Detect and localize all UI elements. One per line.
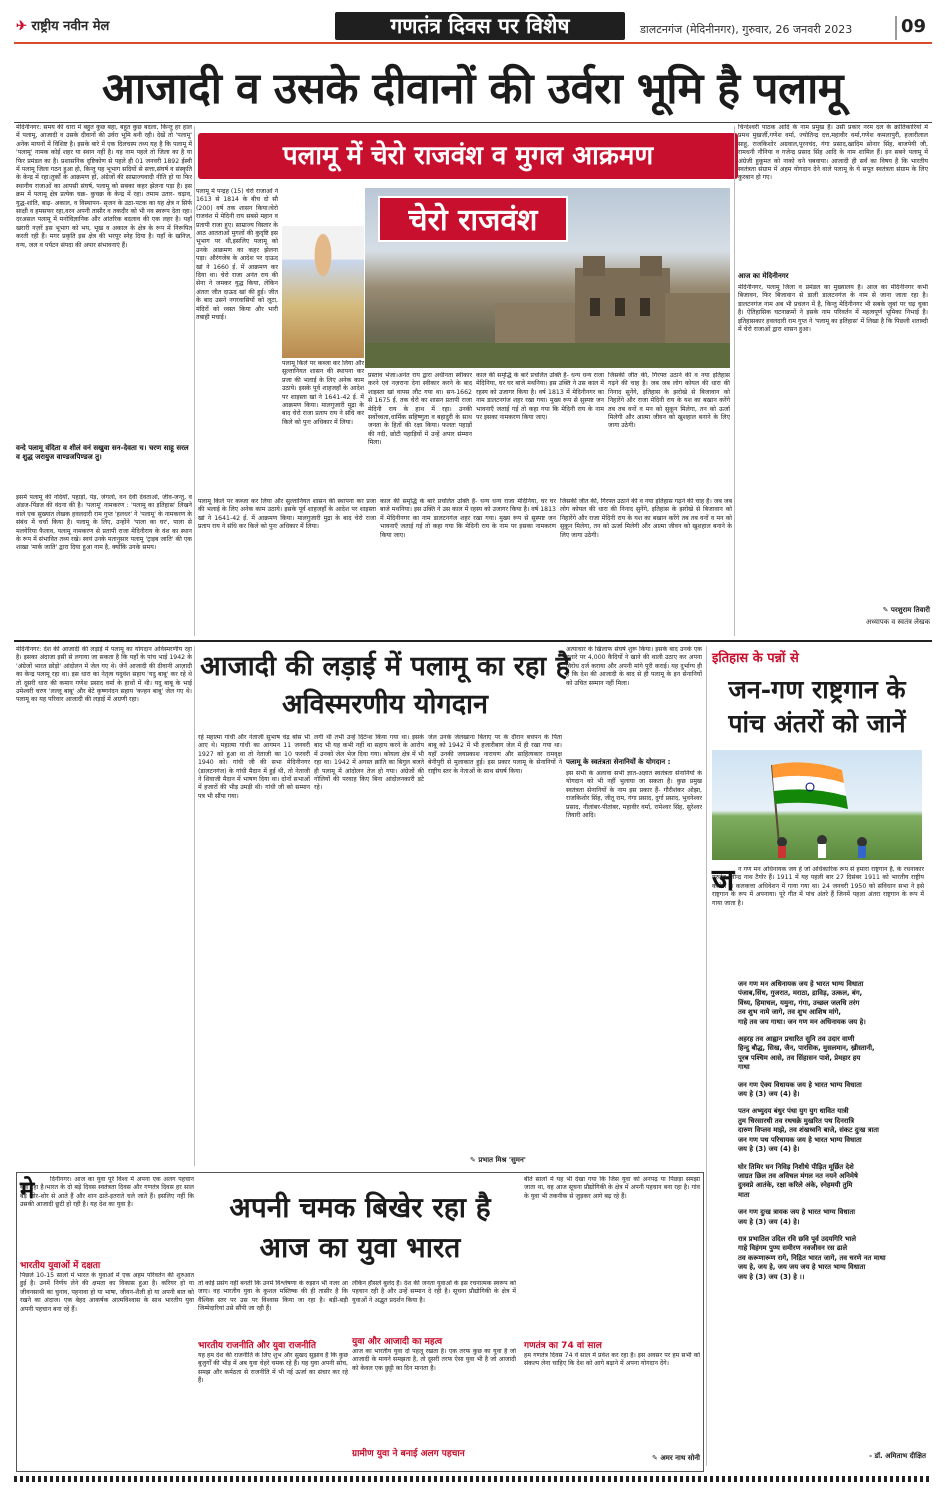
divider <box>734 126 735 636</box>
anthem-stanzas <box>738 980 924 1450</box>
lead-byline: ✎ परशुराम तिवारी <box>882 606 930 614</box>
lead-byline-name: परशुराम तिवारी <box>890 606 930 614</box>
divider <box>194 126 195 636</box>
lead-byline-role: अध्यापक व स्वतंत्र लेखक <box>865 618 930 626</box>
lead-column-2: पलामू में पन्द्रह (15) चेरो राजाओं ने 1613 से 1814 के बीच दो सौ (200) वर्ष तक शासन किया।चेरो राजवंश में मेदिनी राय सबसे महान व प्रतापी राजा हुए। साम्राज्य विस्तार के आठ आतताओं मुगलों की कुदृष्टि इस भूभाग पर थी,इसलिए पलामू को उनके आक्रमण का कहर झेलना पड़ा। औरंगजेब के आदेश पर दाऊद खां ने 1660 ई. में आक्रमण कर दिया था। चेरो राजा अनंत राय की सेना ने जमकर युद्ध किया, लेकिन अंततः जीत दाऊद खां की हुई। जीत के बाद उसने नगरवासियों को लूटा, मंदिरों को ध्वस्त किया और भारी तबाही मचाई। <box>196 188 278 322</box>
flag-children-image <box>712 750 922 860</box>
anthem-byline: - डॉ. अमिताभ दीक्षित <box>869 1452 926 1460</box>
page-number: 09 <box>895 16 931 40</box>
lead-column-3: प्रस्ताव भेजा।अनंत राय द्वारा अधीनता स्वीकार करने एवं नज़राना देना स्वीकार करने के बाद शाइस्ता खां वापस लौट गया था। सन-1662 से 1675 ई. तक चेरो का शासन प्रतापी राजा मेदिनी राय के हाथ में रहा। उनकी सर्वोच्चता,धार्मिक सहिष्णुता व बहादुरी के साथ जनता के हितों की रक्षा किया। फलतः पहाड़ों की नदी, छोटी पहाड़ियों में उन्हें अपार संम्मान मिला। <box>368 372 472 447</box>
anthem-stanza: जन गण दुःख त्रायक जय हे भारत भाग्य विधाता जय हे (3) जय (4) हे। <box>738 1208 855 1226</box>
anthem-stanza: जन गण ऐक्य विधायक जय हे भारत भाग्य विधाता जय हे (3) जय (4) हे। <box>738 1080 862 1099</box>
youth-drop-cap: मे <box>20 1175 35 1204</box>
sub-banner: पलामू में चेरो राजवंश व मुगल आक्रमण <box>198 133 738 179</box>
divider <box>14 122 932 123</box>
freedom-subhead: पलामू के स्वतंत्रता सेनानियों के योगदान : <box>566 758 671 766</box>
youth-column-2: तो कोई प्रसंग नहीं बनती कि उनमें विश्लेषणा के रुझान भी नजर आ जाए। वह भारतीय युवा के कुशल मस्तिष्क की ही तासीर है कि वैश्विक स्तर पर उस पर विश्वास किया जा रहा है। बड़ी-बड़ी जिम्मेदारियां उसे सौंपी जा रही हैं। <box>198 1280 348 1313</box>
newspaper-logo <box>16 16 191 38</box>
freedom-column-5b: इस सभी के अलावा सभी ज्ञात-अज्ञात स्वतंत्रता सेनानियों के योगदान को भी नहीं भुलाया जा सकता है। कुछ प्रमुख स्वतंत्रता सेनानियों के नाम इस प्रकार हैं- गौरीशंकर ओझा, राजकिशोर सिंह, जीतू राम, गंगा प्रसाद, दुर्गा प्रसाद, भुवनेश्वर प्रसाद, नीलांबर-पीतांबर, महावीर वर्मा, रामेश्वर सिंह, सुरेश्वर तिवारी आदि। <box>566 770 702 820</box>
youth-subhead-5: गणतंत्र का 74 वां साल <box>524 1341 602 1351</box>
freedom-column-3: लगी थी तभी उन्हें दिटेन्श किया गया था। इसके बाद भी यह कभी नहीं था सहाय करने के आरोप में उनको जेल भेज दिया गया। कोयला क्षेत्र में भी रहा था। 1942 में अगस्त क्रांति का बिगुल बजते ही पलामू में आंदोलन तेज हो गया। अंग्रेजों की गोलियों की परवाह किए बिना आंदोलनकारी डटे रहे। <box>314 734 424 792</box>
freedom-column-1: मेदिनीनगर: देश की आजादी की लड़ाई में पलामू का योगदान अविस्मरणीय रहा है। इसका अंदाजा इसी से लगाया जा सकता है कि यहाँ के पांच भाई 1942 के 'अंग्रेजों भारत छोड़ो' आंदोलन में जेल गए थे। जेनें आजादी की दीवानी आज़ादी का केन्द्र पलामू रहा था। इस धारा का नेतृत्व यदुवंश सहाय 'यदु बाबू' कर रहे थे तो दूसरी धारा की कमान गणेश प्रसाद वर्मा के हाथों में थी। यदु बाबू के भाई उमेश्वरी चरण 'लल्लू बाबू' और बेटे कृष्णनंदन सहाय 'कन्हन बाबू' जेल गए थे। पलामू का यह परिवार आजादी की लड़ाई में अग्रणी रहा। <box>16 646 192 704</box>
anthem-drop-cap: ज <box>712 863 735 898</box>
lead-column-2b: पलामू किले पर कब्जा कर लिया और सुल्तानियत शासन की स्थापना कर प्रजा की भलाई के लिए अनेक काम उठाये। इसके पूर्व शाहजहाँ के आदेश पर शाइस्ता खां ने 1641-42 ई. में आक्रमण किया। मालगुजारी मुद्रा के बाद चेरो राजा प्रताप राय ने संधि कर किले को पुनः अधिकार में लिया। <box>282 360 364 426</box>
lead-column-1: मेदिनीनगर: समय की धारा में बहुत कुछ बहा, बहुत कुछ बदला, किन्तु हर हाल में पलामू, आजादी व उसके दीवानों की उर्वरा भूमि बनी रही। देखें तो 'पलामू' अनेक मायनों में विशिष्ट है। इसके बारे में एक दिलचस्प तथ्य यह है कि पलामू में 'पलामू' नामक कोई शहर या स्थान नहीं है। यह नाम पहले तो जिला का है या फिर प्रमंडल का है। प्रशासनिक दृष्टिकोण से पहले ही 01 जनवरी 1892 ईस्वी में पलामू जिला गठन हुआ हो, किन्तु यह भूभाग सदियों से सत्ता,संघर्ष व संस्कृति के केन्द्र में रहा।तुर्कों के आक्रमण हों, अंग्रेजों की साम्राज्यवादी नीति हो या फिर स्थानीय राजाओं का आपसी संघर्ष, पलामू को सबका कहर झेलना पड़ा है। इस क्रम में पलामू क्षेत्र प्रत्येक चक्र- कुचक्र के केन्द्र में रहा। तमाम उतार- चढ़ाव, युद्ध-शांति, बाढ़- अकाल, व विस्थापन- सृजन के उठा-पटक का यह क्षेत्र न सिर्फ साक्षी व हमसफर रहा,वरन अपनी तासीर व तकदीर को भी नव स्वरूप देता रहा।दरअसल पलामू में मनोविज्ञानिक और आंतरिक बदलाव की एक लहर है। यहाँ खरारी नज़रें इस भूभाग को भय, भूख व अकाल के क्षेत्र के रूप में निरूपित करती रही हैं। मगर प्रकृति इस क्षेत्र की भरपूर स्नेह दिया है। यहाँ के खनिज, वन्य, जल व पर्यटन संपदा की अपार संभावनाएं हैं। <box>16 124 192 249</box>
lead-column-8: जिसकी जीत की, गिरफ्त उठाने की व नया इतिहास गढ़ने की चाह है। जब जब लोग कोयल की धारा की निनाद सुनेंगे, इतिहास के झरोखे से बिजावान को निहारेंगे और राजा मेदिनी राय के यश का बखान करेंगे तब तब वनों व मन को सुकून मिलेगा, तन को ऊर्जा मिलेगी और आत्मा जीवन को खुशहाल बनाने के लिए जागा उठेगी। <box>560 498 732 539</box>
divider <box>14 640 932 642</box>
footer-border <box>14 1476 932 1482</box>
freedom-column-4: जेल उनके जेलखाना बिताए पर के दौरान बचपन के पिता बाबू को 1942 में भी हजारीबाग जेल में ही रखा गया था। यहाँ उनकी जयप्रकाश नारायण और साहित्यकार रामवृक्ष बेनीपुरी से मुलाकात हुई। इस प्रकार पलामू के सेनानियों ने राष्ट्रीय स्तर के नेताओं के साथ संघर्ष किया। <box>428 734 562 775</box>
dateline: डालटनगंज (मेदिनीनगर), गुरुवार, 26 जनवरी 2023 <box>640 23 853 36</box>
divider <box>194 646 195 1166</box>
anthem-stanza: जन गण मन अधिनायक जय हे भारत भाग्य विधाता पंजाब,सिंध, गुजरात, मराठा, द्राविड़, उत्कल, बंग, विंध्य, हिमाचल, यमुना, गंगा, उच्छल जलधि तरंग तव शुभ नामे जागे, तव शुभ आशिष मांगे, गाहे तव जय गाथा। जन गण मन अधिनायक जय हे। <box>738 980 866 1026</box>
anthem-body: न गण मन अधिनायक जय हे जो अधिकारिक रूप से हमारा राष्ट्रगान है, के रचनाकार गुरुदेव रवीन्द्र नाथ टैगोर हैं। 1911 में यह पहली बार 27 दिसंबर 1911 को भारतीय राष्ट्रीय कांग्रेस के कलकत्ता अधिवेशन में गाया गया था। 24 जनवरी 1950 को संविधान सभा ने इसे राष्ट्रगान के रूप में अपनाया। पूरे गीत में पांच अंतरे हैं जिनमें पहला अंतरा राष्ट्रगान के रूप में गाया जाता है। <box>712 866 924 907</box>
anthem-stanza: घोर तिमिर घन निविड़ निशीथे पीड़ित मूर्छित देशे जाग्रत छिल तव अविचल मंगल नत नयने अनिमेषे दुःस्वप्ने आतंके, रक्षा करिले अंके, स्नेहमयी तुमि माता <box>738 1162 858 1199</box>
youth-column-4: बीते सालों में यह भी देखा गया कि जिस युवा को अनपढ़ या पिछड़ा समझा जाता था, वह आज सूचना प्रौद्योगिकी के क्षेत्र में अपनी पहचान बना रहा है। गांव के युवा भी तकनीक से जुड़कर आगे बढ़ रहे हैं। <box>524 1176 700 1200</box>
fort-illustration <box>365 248 730 368</box>
anthem-headline: जन-गण राष्ट्रगान के पांच अंतरों को जानें <box>728 675 906 738</box>
lead-column-4: काल की समृद्धि के बारे प्रचलित उक्ति है- धन्य धन्य राजा मेदिनिया, घर घर बाजे मथनिया। इस उक्ति ने उस काल में रहस्य को उजागर किया है। वर्ष 1813 में मेदिनीनगर का नाम डालटनगंज शहर रखा गया। मुख्य रूप से सुस्पष्ट जन भावनाएँ जताई गई तो कहा गया कि मेदिनी राय के नाम पर इसका नामकरण किया जाए। <box>476 372 604 422</box>
youth-subhead-2: भारतीय राजनीति और युवा राजनीति <box>198 1341 316 1351</box>
lead-column-1b: इसमें पलामू की नदियाँ, पहाड़ों, पेड़, जंगलों, वन देवी देवताओं, जीव-जन्तु, व अंडज-पिंडज की वंदना की है। 'पलामू' नामकरण : 'पलामू का इतिहास' लिखने वाले एक सुख्यात लेखक हवलदारी राम गुप्त 'हलधर' ने 'पलामू' के नामकरण के संबंध में चर्चा किया है। पलामू के लिए, उन्होंने 'पाला का घर', पाला से मलयेरिया फैलाव, पलामू नामकरण से प्रतापी राजा मेदिनीराय के वंश का स्थान के रूप में संभावित तथ्य रखे। स्वयं उनके मतानुसार पलामू 'ट्राइब जाति' की एक शाखा 'मार्क जाति' द्वारा दिया हुआ नाम है, क्योंकि उनके समय। <box>16 494 192 552</box>
anthem-stanza: रात्र प्रभातिल उदिल रवि छवि पूर्व उदयगिरि भाले गाहे विहंगम पुण्य समीरण नवजीवन रस ढाले तव करूणारूण रागे, निद्रित भारत जागे, तव चरणे नत माथा जय हे, जय हे, जय जय जय हे भारत भाग्य विधाता जय हे (3) जय (3) हे ।। <box>738 1234 886 1281</box>
lead-column-9b: मेदिनीनगर, पलामू जिला व प्रमंडल का मुख्यालय है। आज का मेदिनीनगर कभी बिजावन, फिर बिजावान से डाली डालटनगंज के नाम से जाना जाता रहा है। डालटनगंज नाम अब भी प्रचलन में है, किन्तु मेदिनीनगर भी सबके जुबां पर चढ़ चुका है। ऐतिहासिक घटनाक्रमों ने इसके नाम परिवर्तन में महत्वपूर्ण भूमिका निभाई है। इतिहासकार हवलदारी राम गुप्त ने 'पलामू का इतिहास' में लिखा है कि पिछली शताब्दी में चेरो राजाओं द्वारा शासन हुआ। <box>738 284 928 334</box>
anthem-stanza: पतन अभ्युदय बंधुर पंथा युग युग धावित यात्री तुम चिरसारथी तव रथचक्रे मुखरित पथ दिनरात्रि दारुण विप्लव माझे, तव शंखध्वनि बाजे, संकट दुःख त्राता जन गण पथ परिचायक जय हे भारत भाग्य विधाता जय हे (3) जय (4) हे। <box>738 1107 879 1154</box>
divider <box>706 646 707 1466</box>
freedom-headline: आजादी की लड़ाई में पलामू का रहा है अविस्मरणीय योगदान <box>200 651 570 720</box>
freedom-column-5: अत्याचार के खिलाफ संघर्ष शुरू किया। इसके बाद उनके एक इशारे पर 4,000 कैदियों ने खाने की थाली उठाए कर अपना विरोध दर्ज कराया और अपनी मांगे पूरी कराई। यह दुर्भाग्य ही है कि देश की आजादी के बाद से ही पलामू के इन सेनानियों को उचित सम्मान नहीं मिला। <box>566 646 702 687</box>
youth-column-3: लेकिन हौसले बुलंद हैं। देश की जनता युवाओं के इस रचनात्मक स्वरूप को पहचान रही है और उन्हें सम्मान दे रही है। सूचना प्रौद्योगिकी के क्षेत्र में युवाओं ने अद्भुत प्रदर्शन किया है। <box>352 1280 516 1304</box>
anthem-stanza: अहरह तव आह्वान प्रचारित सुनि तव उदार वाणी हिन्दु बौद्ध, सिख, जैन, पारसिक, मुसलमान, ख्रीस्तानी, पूरब पश्चिम आसे, तव सिंहासन पाशे, प्रेमहार हय गाथा <box>738 1035 875 1072</box>
youth-subhead-1: भारतीय युवाओं में दक्षता <box>20 1261 101 1271</box>
photo-label: चेरो राजवंश <box>378 196 568 242</box>
lead-column-6: पलामू किले पर कब्जा कर लिया और सुल्तानियत शासन की स्थापना कर प्रजा की भलाई के लिए अनेक काम उठाये। इसके पूर्व शाहजहाँ के आदेश पर शाइस्ता खां ने 1641-42 ई. में आक्रमण किया। मालगुजारी मुद्रा के बाद चेरो राजा प्रताप राय ने संधि कर किले को पुनः अधिकार में लिया। <box>198 498 376 531</box>
youth-headline: अपनी चमक बिखेर रहा है आज का युवा भारत <box>229 1191 491 1264</box>
lead-column-9: चिन्देश्वरी पाठक आदि के नाम प्रमुख हैं। उसी प्रकार नरम दल के क्रांतिकारियों में प्रमथ मुखर्जी,गणेश वर्मा, ज्योतिन्द्र दत्त,महावीर वर्मा,गणेश कमलापुरी, हजारीलाल साहू, राजकिशोर अग्रवाल,पूरनचंद, गंगा प्रसाद,खादिम सोनार सिंह, बाजपेयी जी, रामधनी नौनिया व गजेन्द्र प्रसाद सिंह आदि के नाम शामिल हैं। इन सबने पलामू में अंग्रेजी हुकूमत को नाको चने चबवाया। आजादी ही सर्वं का विषय है कि भारतीय स्वतंत्रता संग्राम में अहम योगदान देने वाले पलामू के ये सपूत स्वतंत्रता संग्राम के लिए कुरबान हो गए। <box>738 124 928 182</box>
freedom-byline: ✎ प्रभात मिश्र 'सुमन' <box>470 1156 526 1164</box>
youth-intro: दिनीनगर। आज का युवा पूरे विश्व में अपना एक अलग पहचान बना रहा है।भारत के दो बड़े दिवस स्वतंत्रता दिवस और गणतंत्र दिवस हर साल बड़े जोर-शोर से आते हैं और शान ढाते-इतराते चले जाते हैं। इसलिए नहीं कि उसकी आजादी छूटी हो रही है। यह देश का युवा है। <box>20 1176 194 1209</box>
bird-icon: ✈ <box>16 19 27 34</box>
lead-verse: वन्दे पलामू वंदिता व शीलं वनं सखुवा सन-देवता च। चरण साहू सरल व शुद्ध जरायुज वाण्डजपिण्डज तु। <box>16 444 189 461</box>
lead-headline: आजादी व उसके दीवानों की उर्वरा भूमि है पलामू <box>101 64 843 114</box>
youth-subhead-4: ग्रामीण युवा ने बनाई अलग पहचान <box>352 1449 465 1459</box>
youth-column-3b: आज का भारतीय युवा दो पहलू रखता है। एक तरफ कुछ का युवा है जो आजादी के मायने समझता है, तो दूसरी तरफ ऐसा युवा भी है जो आजादी को केवल एक छुट्टी का दिन मानता है। <box>352 1348 516 1372</box>
anthem-kicker: इतिहास के पन्नों से <box>712 651 799 666</box>
tricolor-flag-icon <box>712 750 922 860</box>
lead-subhead-today: आज का मेदिनीनगर <box>738 272 789 280</box>
logo-text: राष्ट्रीय नवीन मेल <box>31 19 110 34</box>
freedom-byline-name: प्रभात मिश्र 'सुमन' <box>478 1156 526 1164</box>
youth-subhead-3: युवा और आजादी का महत्व <box>352 1337 443 1347</box>
youth-column-4b: हम गणतंत्र दिवस 74 वें साल में प्रवेश कर रहा है। इस अवसर पर हम सभी को संकल्प लेना चाहिए कि देश को आगे बढ़ाने में अपना योगदान देंगे। <box>524 1352 700 1368</box>
lead-column-7: काल की समृद्धि के बारे प्रचलित उक्ति है- धन्य धन्य राजा मेदिनिया, घर घर बाजे मथनिया। इस उक्ति ने उस काल में रहस्य को उजागर किया है। वर्ष 1813 में मेदिनीनगर का नाम डालटनगंज शहर रखा गया। मुख्य रूप से सुस्पष्ट जन भावनाएँ जताई गई तो कहा गया कि मेदिनी राय के नाम पर इसका नामकरण किया जाए। <box>380 498 556 539</box>
youth-byline: ✎ अमर नाथ सोनी <box>652 1454 700 1462</box>
lead-column-5: जिसकी जीत की, गिरफ्त उठाने की व नया इतिहास गढ़ने की चाह है। जब जब लोग कोयल की धारा की निनाद सुनेंगे, इतिहास के झरोखे से बिजावान को निहारेंगे और राजा मेदिनी राय के यश का बखान करेंगे तब तब वनों व मन को सुकून मिलेगा, तन को ऊर्जा मिलेगी और आत्मा जीवन को खुशहाल बनाने के लिए जागा उठेगी। <box>608 372 730 430</box>
king-portrait-image <box>282 226 364 358</box>
youth-column-2b: यह हम देश की राजनीति के लिए शुभ और सुखद सुझाव है कि कुछ बुजुर्गों की भीड़ में अब युवा चेहरे चमक रहे हैं। यह युवा अपनी सोच, समझ और कर्मठता से राजनीति में भी नई ऊर्जा का संचार कर रहे हैं। <box>198 1352 348 1385</box>
section-title: गणतंत्र दिवस पर विशेष <box>335 12 625 40</box>
freedom-column-2: रहे महात्मा गांधी और नेताजी सुभाष चंद्र बोस भी आए थे। महात्मा गांधी का आगमन 11 जनवरी 1927 को हुआ था तो नेताजी का 10 फरवरी 1940 को। गांधी जी की सभा मेदिनीनगर (डालटनगंज) के गांधी मैदान में हुई थी, तो नेताजी ने शिवाजी मैदान में भाषण दिया था। दोनों सभाओं में हजारों की भीड़ उमड़ी थी। गांधी जी को सम्मान पत्र भी सौंपा गया। <box>198 734 310 800</box>
youth-byline-name: अमर नाथ सोनी <box>660 1454 700 1462</box>
youth-column-1: पिछले 10-15 सालों में भारत के युवाओं में एक अहम परिवर्तन की शुरुआत हुई है। उनमें निर्णय लेने की क्षमता का विकास हुआ है। करियर हो या जीवनसाथी का चुनाव, पहनावा हो या भाषा, जीवन-शैली हो या अपनी बात को रखने का अंदाज। एक बेहद आकर्षक आत्मविश्वास के साथ भारतीय युवा अपनी पहचान बना रहे हैं। <box>20 1272 194 1313</box>
